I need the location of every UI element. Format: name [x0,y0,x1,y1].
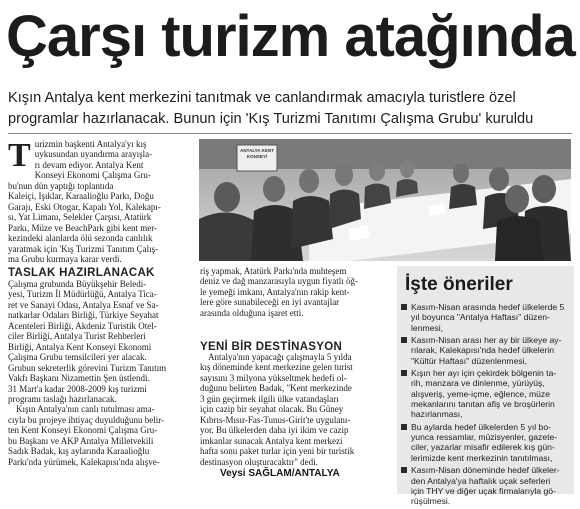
text-line: bu'nun dün yaptığı toplantıda [8,180,114,191]
text-line: Kışın Antalya'nın canlı tutulması ama- [16,404,155,415]
text-line: "Kültür Haftası" düzenlenmesi, [411,355,527,366]
text-line: 3 gün geçirmek ilgili ülke vatandaşları [200,393,339,404]
text-line: Parkı, Müze ve BeachPark gibi kent mer- [8,222,158,233]
divider [8,133,572,134]
deck-line: Kışın Antalya kent merkezini tanıtmak ve canlandırmak amacıyla turistlere özel [8,90,516,106]
text-line: sayısını 3 milyona yükseltmek hedefi ol- [200,372,347,383]
text-line: riş yapmak, Atatürk Parkı'nda muhteşem [200,266,347,276]
text-line: sı, Yat Limanı, Selekler Çarşısı, Atatürk [8,212,152,223]
text-line: ma Grubu kurmaya karar verdi. [8,253,122,264]
text-line: Kasım-Nisan arası her ay bir ülkeye ay- [411,335,562,346]
list-item [400,302,572,333]
text-line: kezindeki alanlarda ölü sezonda canlılık [8,233,153,244]
text-line: destinasyon oluşturacaktır" dedi. [200,456,318,467]
text-line: yaratmak için 'Kış Turizmi Tanıtım Çalış- [8,243,159,254]
text-line: ret ve Sanayi Odası, Antalya Esnaf ve Sa- [8,299,159,310]
text-line: Vakfı Başkanı Nizamettin Şen üstlendi. [8,373,150,384]
square-bullet-icon [401,370,407,376]
headline: Çarşı turizm atağında [6,4,575,69]
text-line: Çalışma Grubu temsilcileri yer alacak. [8,352,147,363]
text-line: cıyla bu projeye ihtiyaç duyulduğunu belir- [8,414,165,425]
text-line: Kışın her ayı için çekirdek bölgenin ta- [411,368,557,379]
text-line: yesi, Turizm İl Müdürlüğü, Antalya Tica- [8,289,157,300]
text-line: yıl boyunca "Antalya Haftası" düzen- [411,312,550,323]
text-line: Acenteleri Birliği, Akdeniz Turistik Otel- [8,320,157,331]
subhead-yeni-destinasyon: YENİ BİR DESTİNASYON [200,341,343,353]
article-column-1-continued [8,279,194,467]
text-line: ciler, yazarlar misafir edilerek kış gün- [411,442,555,453]
text-line: lere göre sunabileceği en iyi avantajlar [200,297,340,308]
list-item [400,368,572,419]
text-line: rılarak, Kalekapısı'nda hedef ülkelerin [411,345,555,356]
text-line: programı taslağı hazırlanacak. [8,393,117,404]
text-line: urizmin başkenti Antalya'yı kış [34,139,147,149]
text-line: Kasım-Nisan arasında hedef ülkelerde 5 [411,302,565,312]
text-line: le yemeği imkanı, Antalya'nın rakip kent- [200,286,350,297]
text-line: Kasım-Nisan döneminde hedef ülkeler- [411,465,560,476]
text-line: rih, manzara ve dinlenme, yürüyüş, [411,378,545,389]
text-line: imkanlar sunacak Antalya kent merkezi [200,435,343,446]
text-line: Garajı, Eski Otogar, Kapalı Yol, Kalekapı- [8,201,161,212]
text-line: Kıbrıs-Mısır-Fas-Tunus-Girit'te uygulanı- [200,414,351,425]
text-line: Bu aylarda hedef ülkelerden 5 yıl bo- [411,421,551,432]
subhead-taslak: TASLAK HAZIRLANACAK [8,267,155,279]
text-line: 31 Mart'a kadar 2008-2009 kış turizmi [8,383,147,394]
text-line: Antalya'nın yapacağı çalışmayla 5 yılda [208,352,352,362]
byline: Veysi SAĞLAM/ANTALYA [220,468,340,479]
text-line: Grubun sekreterlik görevini Turizm Tanıtım [8,362,167,373]
square-bullet-icon [401,467,407,473]
text-line: arasında olduğuna işaret etti. [200,307,304,318]
text-line: alışveriş, yeme-içme, eğlence, müze [411,388,550,399]
list-item [400,335,572,366]
text-line: için cazip bir seyahat olacak. Bu Güney [200,404,344,415]
text-line: hazırlanması, [411,409,463,420]
text-line: den Antalya'ya haftalık uçak seferleri [411,475,551,486]
meeting-photo [199,139,571,261]
square-bullet-icon [401,424,407,430]
suggestions-list [400,302,572,509]
article-column-2-continued [200,352,392,467]
text-line: hafta sonu paket turlar için yeni bir turistik [200,446,355,457]
sidebar-title: İşte öneriler [405,274,513,295]
text-line: bu Başkanı ve AKP Antalya Milletvekili [8,435,154,446]
text-line: natkarlar Odaları Birliği, Türkiye Seyahat [8,310,159,321]
text-line: Konseyi Ekonomi Çalışma Gru- [34,170,151,181]
list-item [400,422,572,463]
deck-line: programlar hazırlanacak. Bunun için 'Kış Turizmi Tanıtımı Çalışma Grubu' kuruldu [8,111,534,127]
text-line: Sadık Badak, kış aylarında Karaalioğlu [8,446,150,457]
square-bullet-icon [401,337,407,343]
text-line: yunca ressamlar, müzisyenler, gazete- [411,432,558,443]
text-line: uykusundan uyandırma arayışla- [34,149,153,160]
suggestions-sidebar [397,266,574,507]
text-line: rı devam ediyor. Antalya Kent [34,159,144,170]
text-line: Parkı'nda yürümek, Kalekapısı'nda alışve- [8,456,160,467]
text-line: Birliği, Antalya Kent Konseyi Ekonomi [8,341,152,352]
text-line: deniz ve dağ manzarasıyla uygun fiyatlı öğ- [200,276,358,287]
text-line: ciler Birliği, Antalya Turist Rehberleri [8,331,146,342]
list-item [400,465,572,506]
text-line: Çalışma grubunda Büyükşehir Beledi- [8,279,147,289]
text-line: yor. Bu ülkelerden daha iyi ikim ve cazip [200,425,349,436]
drop-cap: T [8,137,31,174]
deck-summary [8,88,574,130]
article-column-1 [8,139,194,264]
text-line: lenmesi, [411,322,443,333]
photo-sign-text: ANTALYA KENT KONSEYİ [240,148,274,159]
text-line: kış döneminde kent merkezine gelen turist [200,362,353,373]
text-line: mekanlarını tanıtan afiş ve broşürlerin [411,399,555,410]
article-column-2 [200,266,392,318]
text-line: için THY ve diğer uçak firmalarıyla gö- [411,485,556,496]
text-line: Kaleiçi, Işıklar, Karaalioğlu Parkı, Doğu [8,191,154,202]
text-line: lerimizde kent merkezinin tanıtılması, [411,452,553,463]
text-line: rüşülmesi. [411,496,451,507]
text-line: duğunu belirten Badak, "Kent merkezinde [200,383,352,394]
text-line: ten Kent Konseyi Ekonomi Çalışma Gru- [8,425,158,436]
square-bullet-icon [401,304,407,310]
